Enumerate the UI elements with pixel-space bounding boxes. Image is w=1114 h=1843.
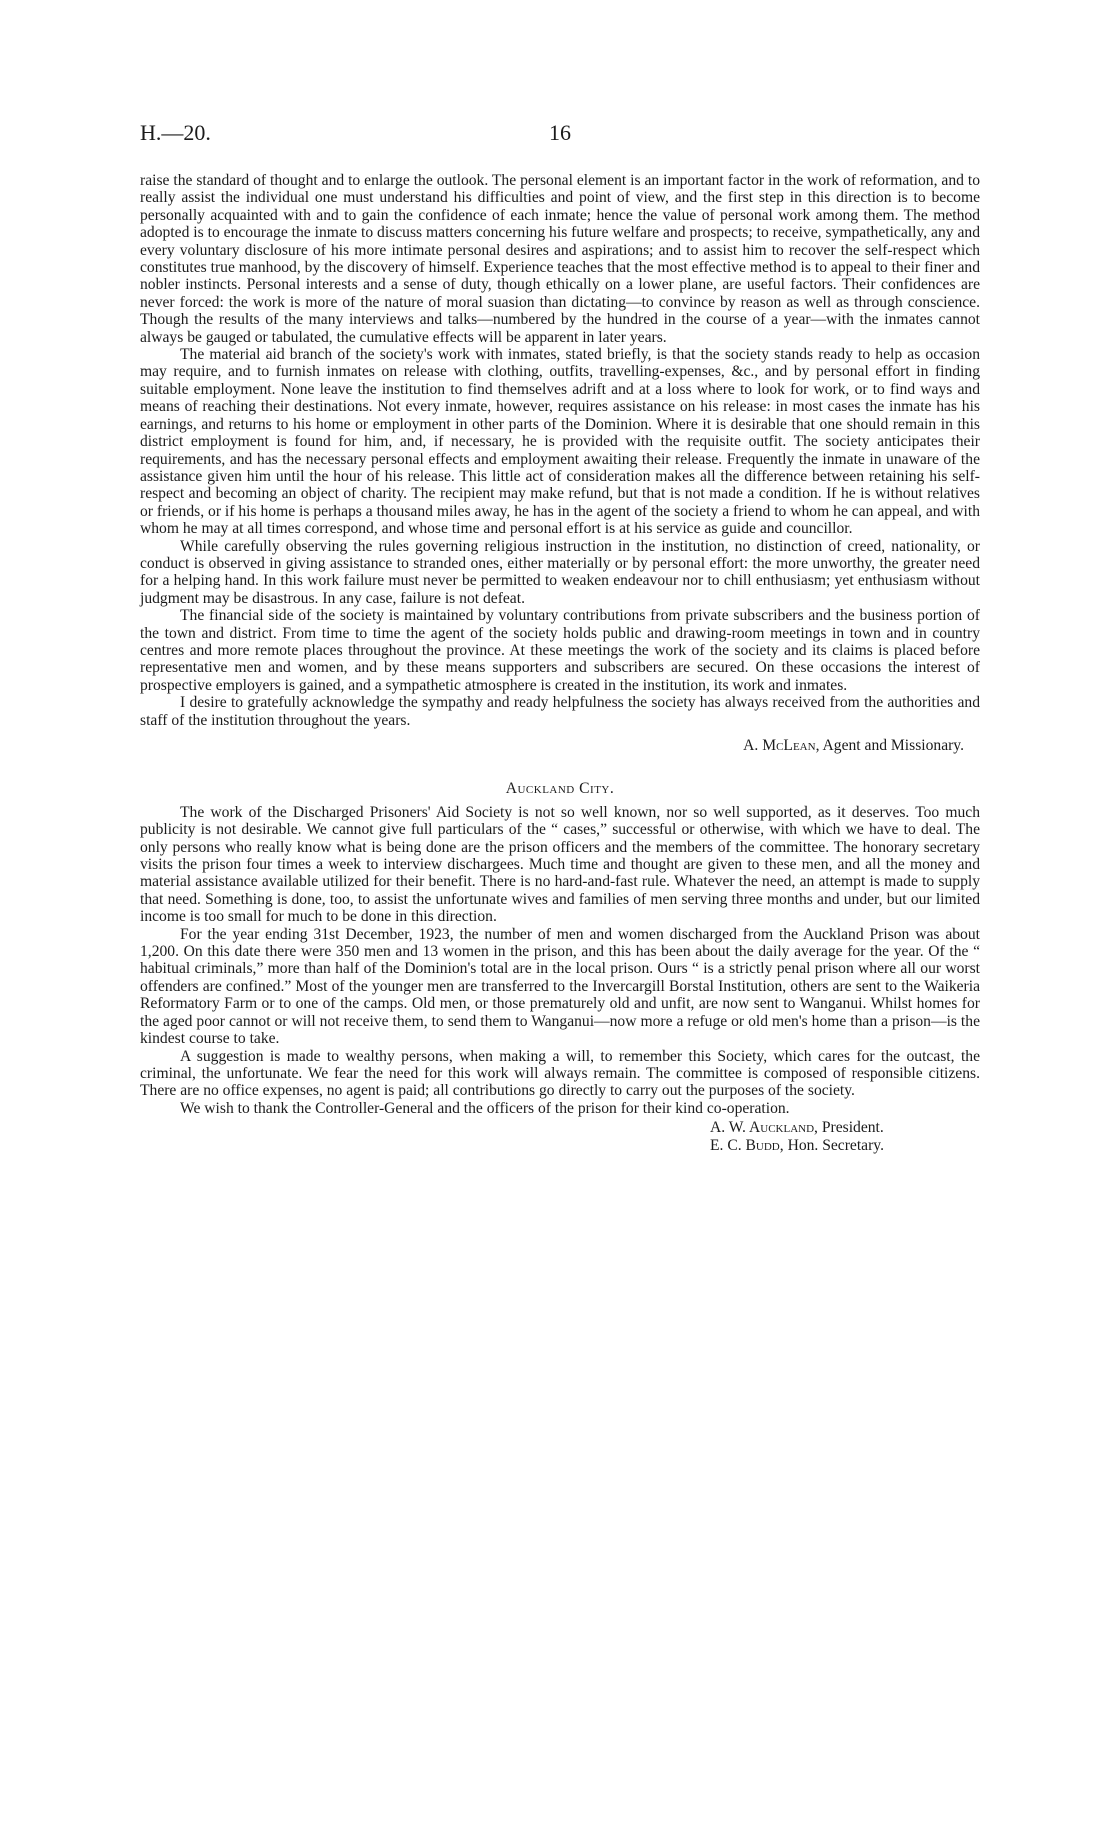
paragraph: The work of the Discharged Prisoners' Aid Society is not so well known, nor so well supported, as it deserves. Too much publicity is not desirable. We cannot give full particulars of the “ cases,” successful or otherwise, with which we have to deal. The only persons who really know what is being done are the prison officers and the members of the committee. The honorary secretary visits the prison four times a week to interview dischargees. Much time and thought are given to these men, and all the money and material assistance available utilized for their benefit. There is no hard-and-fast rule. Whatever the need, an attempt is made to supply that need. Something is done, too, to assist the unfortunate wives and families of men serving three months and under, but our limited income is too small for much to be done in this direction. bbox=[140, 803, 980, 926]
paragraph: I desire to gratefully acknowledge the sympathy and ready helpfulness the society has always received from the authorities and staff of the institution throughout the years. bbox=[140, 694, 980, 729]
signature-block bbox=[140, 1119, 980, 1154]
paragraph: The financial side of the society is maintained by voluntary contributions from private subscribers and the business portion of the town and district. From time to time the agent of the society holds public and drawing-room meetings in town and in country centres and more remote places throughout the province. At these meetings the work of the society and its claims is placed before representative men and women, and by these means supporters and subscribers are secured. On these occasions the interest of prospective employers is gained, and a sympathetic atmosphere is created in the institution, its work and inmates. bbox=[140, 607, 980, 694]
paragraph: raise the standard of thought and to enlarge the outlook. The personal element is an important factor in the work of reformation, and to really assist the individual one must understand his difficulties and point of view, and the first step in this direction is to become personally acquainted with and to gain the confidence of each inmate; hence the value of personal work among them. The method adopted is to encourage the inmate to discuss matters concerning his future welfare and prospects; to receive, sympathetically, any and every voluntary disclosure of his more intimate personal desires and aspirations; and to assist him to recover the self-respect which constitutes true manhood, by the discovery of himself. Experience teaches that the most effective method is to appeal to their finer and nobler instincts. Personal interests and a sense of duty, though ethically on a lower plane, are useful factors. Their confidences are never forced: the work is more of the nature of moral suasion than dictating—to convince by reason as well as through conscience. Though the results of the many interviews and talks—numbered by the hundred in the course of a year—with the inmates cannot always be gauged or tabulated, the cumulative effects will be apparent in later years. bbox=[140, 172, 980, 346]
signature-president bbox=[710, 1119, 980, 1136]
signature-role: President. bbox=[821, 1119, 884, 1137]
signature-name: E. C. Budd, bbox=[710, 1136, 784, 1154]
page-body bbox=[140, 172, 980, 1154]
paragraph: We wish to thank the Controller-General and the officers of the prison for their kind co-operation. bbox=[180, 1099, 790, 1117]
page-header bbox=[140, 120, 980, 150]
signature-role: Agent and Missionary. bbox=[822, 737, 964, 754]
signature-role: Hon. Secretary. bbox=[787, 1136, 884, 1154]
paragraph: For the year ending 31st December, 1923, the number of men and women discharged from the Auckland Prison was about 1,200. On this date there were 350 men and 13 women in the prison, and this has been about the daily average for the year. Of the “ habitual criminals,” more than half of the Dominion's total are in the local prison. Ours “ is a strictly penal prison where all our worst offenders are confined.” Most of the younger men are transferred to the Invercargill Borstal Institution, others are sent to the Waikeria Reformatory Farm or to one of the camps. Old men, or those prematurely old and unfit, are now sent to Wanganui. Whilst homes for the aged poor cannot or will not receive them, to send them to Wanganui—now more a refuge or old men's home than a prison—is the kindest course to take. bbox=[140, 925, 980, 1048]
paragraph: The material aid branch of the society's work with inmates, stated briefly, is that the society stands ready to help as occasion may require, and to furnish inmates on release with clothing, outfits, travelling-expenses, &c., and by personal effort in finding suitable employment. None leave the institution to find themselves adrift and at a loss where to look for work, or to find ways and means of reaching their destinations. Not every inmate, however, requires assistance on his release: in most cases the inmate has his earnings, and returns to his home or employment in other parts of the Dominion. Where it is desirable that one should remain in this district employment is found for him, and, if necessary, he is provided with the requisite outfit. The society anticipates their requirements, and has the necessary personal effects and employment awaiting their release. Frequently the inmate in unaware of the assistance given him until the hour of his release. This little act of consideration makes all the difference between retaining his self-respect and becoming an object of charity. The recipient may make refund, but that is not made a condition. If he is without relatives or friends, or if his home is perhaps a thousand miles away, he has in the agent of the society a friend to whom he can appeal, and with whom he may at all times correspond, and whose time and personal effort is at his service as guide and councillor. bbox=[140, 346, 980, 538]
page-number: 16 bbox=[549, 120, 571, 145]
signature-secretary bbox=[710, 1137, 980, 1154]
signature-mclean bbox=[140, 737, 980, 754]
paragraph: While carefully observing the rules governing religious instruction in the institution, no distinction of creed, nationality, or conduct is observed in giving assistance to stranded ones, either materially or by personal effort: the more unworthy, the greater need for a helping hand. In this work failure must never be permitted to weaken endeavour nor to chill enthusiasm; yet enthusiasm without judgment may be disastrous. In any case, failure is not defeat. bbox=[140, 537, 980, 607]
document-reference: H.—20. bbox=[140, 120, 211, 145]
signature-name: A. McLean, bbox=[743, 737, 820, 754]
section-heading: Auckland City. bbox=[505, 780, 615, 798]
paragraph: A suggestion is made to wealthy persons, when making a will, to remember this Society, which cares for the outcast, the criminal, the unfortunate. We fear the need for this work will always remain. The committee is composed of responsible citizens. There are no office expenses, no agent is paid; all contributions go directly to carry out the purposes of the society. bbox=[140, 1047, 980, 1100]
signature-name: A. W. Auckland, bbox=[710, 1119, 818, 1137]
